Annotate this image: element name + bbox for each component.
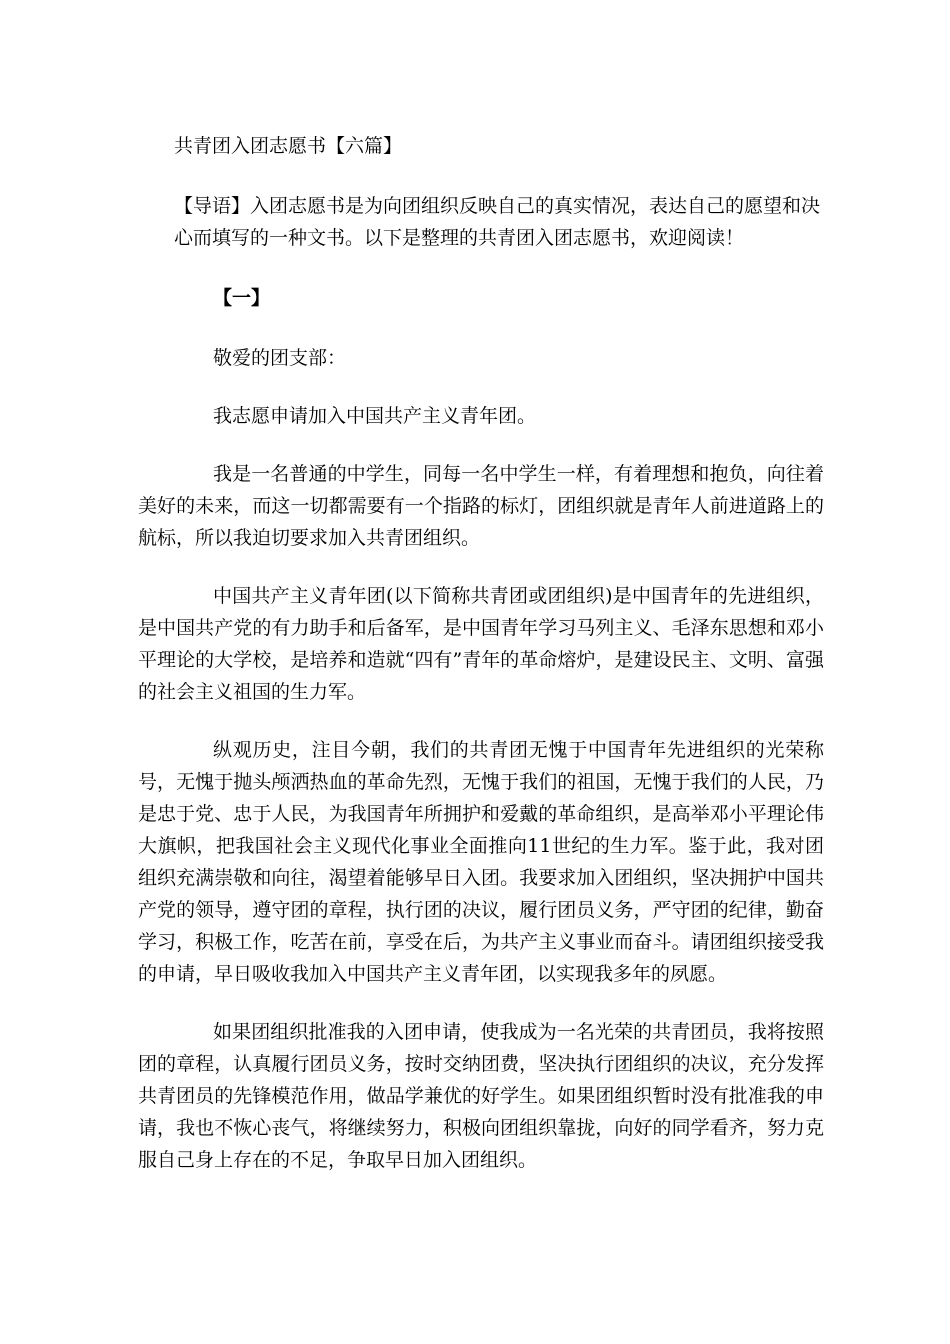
intro-paragraph: 【导语】入团志愿书是为向团组织反映自己的真实情况，表达自己的愿望和决心而填写的一种文书。以下是整理的共青团入团志愿书，欢迎阅读！: [174, 195, 821, 249]
document-title: 共青团入团志愿书【六篇】: [174, 135, 403, 157]
body-paragraph-2: 我是一名普通的中学生，同每一名中学生一样，有着理想和抱负，向往着美好的未来，而这一切都需要有一个指路的标灯，团组织就是青年人前进道路上的航标，所以我迫切要求加入共青团组织。: [138, 463, 824, 549]
document-body: [138, 130, 824, 1202]
body-paragraph-4: 纵观历史，注目今朝，我们的共青团无愧于中国青年先进组织的光荣称号，无愧于抛头颅洒热血的革命先烈，无愧于我们的祖国，无愧于我们的人民，乃是忠于党、忠于人民，为我国青年所拥护和爱戴的革命组织，是高举邓小平理论伟大旗帜，把我国社会主义现代化事业全面推向11世纪的生力军。鉴于此，我对团组织充满崇敬和向往，渴望着能够早日入团。我要求加入团组织，坚决拥护中国共产党的领导，遵守团的章程，执行团的决议，履行团员义务，严守团的纪律，勤奋学习，积极工作，吃苦在前，享受在后，为共产主义事业而奋斗。请团组织接受我的申请，早日吸收我加入中国共产主义青年团，以实现我多年的夙愿。: [138, 739, 824, 985]
body-paragraph-1: 我志愿申请加入中国共产主义青年团。: [213, 405, 537, 427]
salutation: 敬爱的团支部：: [213, 347, 347, 369]
section-heading: 【一】: [213, 287, 271, 309]
body-paragraph-5: 如果团组织批准我的入团申请，使我成为一名光荣的共青团员，我将按照团的章程，认真履行团员义务，按时交纳团费，坚决执行团组织的决议，充分发挥共青团员的先锋模范作用，做品学兼优的好学生。如果团组织暂时没有批准我的申请，我也不恢心丧气，将继续努力，积极向团组织靠拢，向好的同学看齐，努力克服自己身上存在的不足，争取早日加入团组织。: [138, 1021, 824, 1171]
body-paragraph-3: 中国共产主义青年团(以下简称共青团或团组织)是中国青年的先进组织，是中国共产党的有力助手和后备军，是中国青年学习马列主义、毛泽东思想和邓小平理论的大学校，是培养和造就“四有”青年的革命熔炉，是建设民主、文明、富强的社会主义祖国的生力军。: [138, 585, 824, 703]
